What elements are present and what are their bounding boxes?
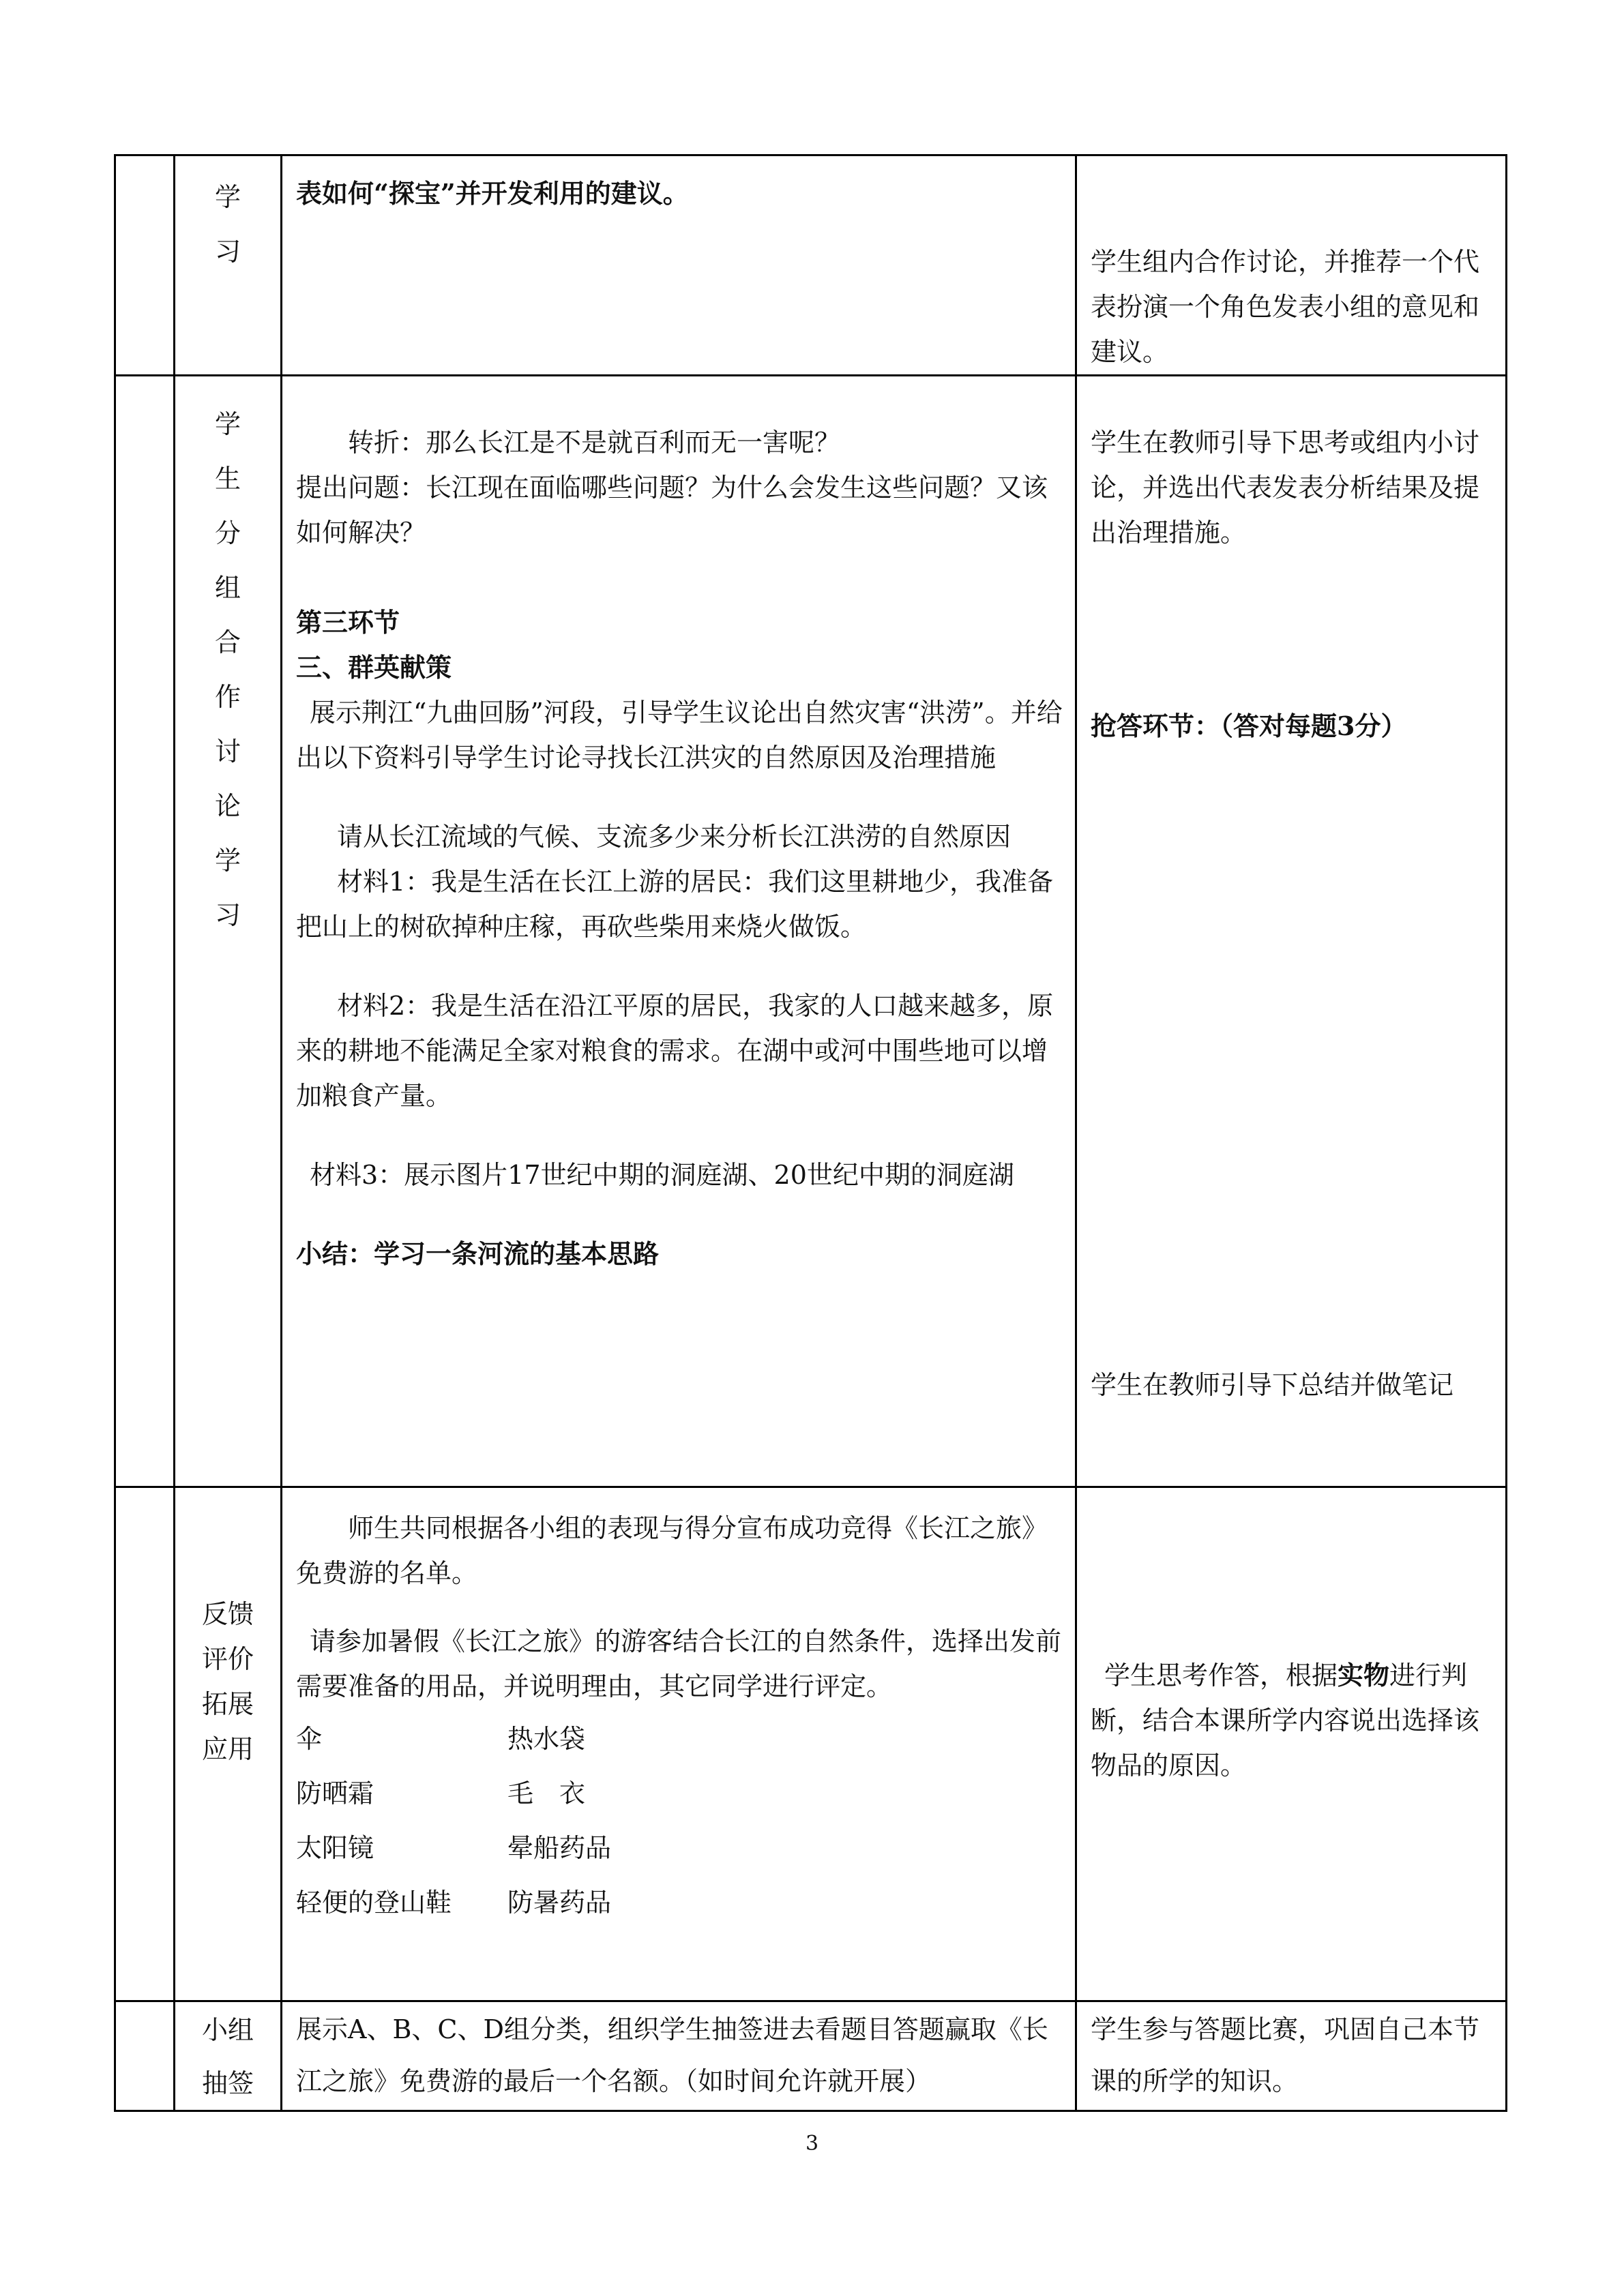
page-number: 3 (805, 2132, 819, 2156)
teacher-activity (282, 155, 1076, 376)
supply-list (296, 1712, 1063, 1930)
teacher-activity (282, 376, 1076, 1487)
summary-text: 小结：学习一条河流的基本思路 (296, 1238, 660, 1269)
row2-student-2: 抢答环节：（答对每题3分） (1091, 711, 1407, 741)
stage-label: 小组 抽签 (175, 2001, 282, 2111)
row1-content: 表如何“探宝”并开发利用的建议。 (296, 178, 689, 209)
table-row (115, 376, 1507, 1487)
question-text: 提出问题：长江现在面临哪些问题？为什么会发生这些问题？又该如何解决？ (296, 473, 1048, 548)
student-activity (1076, 376, 1507, 1487)
table-row (115, 2001, 1507, 2111)
table-row (115, 155, 1507, 376)
row4-student: 学生参与答题比赛，巩固自己本节课的所学的知识。 (1091, 2014, 1480, 2096)
stage-label: 学 习 (175, 155, 282, 376)
student-activity (1076, 155, 1507, 376)
teacher-activity (282, 1487, 1076, 2001)
row2-student-1: 学生在教师引导下思考或组内小讨论，并选出代表发表分析结果及提出治理措施。 (1091, 428, 1480, 548)
teacher-activity (282, 2001, 1076, 2111)
blank-cell (115, 155, 175, 376)
lesson-plan-table (114, 154, 1507, 2112)
blank-cell (115, 1487, 175, 2001)
list-item: 太阳镜 晕船药品 (296, 1833, 612, 1863)
student-activity (1076, 2001, 1507, 2111)
intro-text: 展示荆江“九曲回肠”河段，引导学生议论出自然灾害“洪涝”。并给出以下资料引导学生讨论寻找长江洪灾的自然原因及治理措施 (296, 698, 1063, 773)
section-subtitle: 三、群英献策 (296, 652, 452, 683)
task-text: 请从长江流域的气候、支流多少来分析长江洪涝的自然原因 (337, 822, 1012, 852)
material-3: 材料3：展示图片17世纪中期的洞庭湖、20世纪中期的洞庭湖 (310, 1160, 1014, 1190)
announce-text: 师生共同根据各小组的表现与得分宣布成功竞得《长江之旅》免费游的名单。 (296, 1513, 1048, 1588)
material-2: 材料2：我是生活在沿江平原的居民，我家的人口越来越多，原来的耕地不能满足全家对粮食的需求。在湖中或河中围些地可以增加粮食产量。 (296, 991, 1054, 1111)
list-item: 防晒霜 毛 衣 (296, 1778, 586, 1808)
supply-task-text: 请参加暑假《长江之旅》的游客结合长江的自然条件，选择出发前需要准备的用品，并说明理由，其它同学进行评定。 (296, 1626, 1062, 1701)
row4-content: 展示A、B、C、D组分类，组织学生抽签进去看题目答题赢取《长江之旅》免费游的最后一个名额。（如时间允许就开展） (296, 2014, 1048, 2096)
stage-label: 学 生 分 组 合 作 讨 论 学 习 (175, 376, 282, 1487)
table-row (115, 1487, 1507, 2001)
transition-text: 转折：那么长江是不是就百利而无一害呢？ (348, 428, 841, 458)
blank-cell (115, 2001, 175, 2111)
row3-student: 学生思考作答，根据实物进行判断，结合本课所学内容说出选择该物品的原因。 (1091, 1660, 1480, 1780)
stage-label: 反馈 评价 拓展 应用 (175, 1487, 282, 2001)
material-1: 材料1：我是生活在长江上游的居民：我们这里耕地少，我准备把山上的树砍掉种庄稼，再砍些柴用来烧火做饭。 (296, 867, 1054, 942)
list-item: 轻便的登山鞋 防暑药品 (296, 1888, 612, 1918)
blank-cell (115, 376, 175, 1487)
row1-student: 学生组内合作讨论，并推荐一个代表扮演一个角色发表小组的意见和建议。 (1091, 247, 1480, 367)
student-activity (1076, 1487, 1507, 2001)
row2-student-3: 学生在教师引导下总结并做笔记 (1091, 1370, 1454, 1400)
section-title: 第三环节 (296, 607, 400, 638)
list-item: 伞 热水袋 (296, 1724, 586, 1754)
